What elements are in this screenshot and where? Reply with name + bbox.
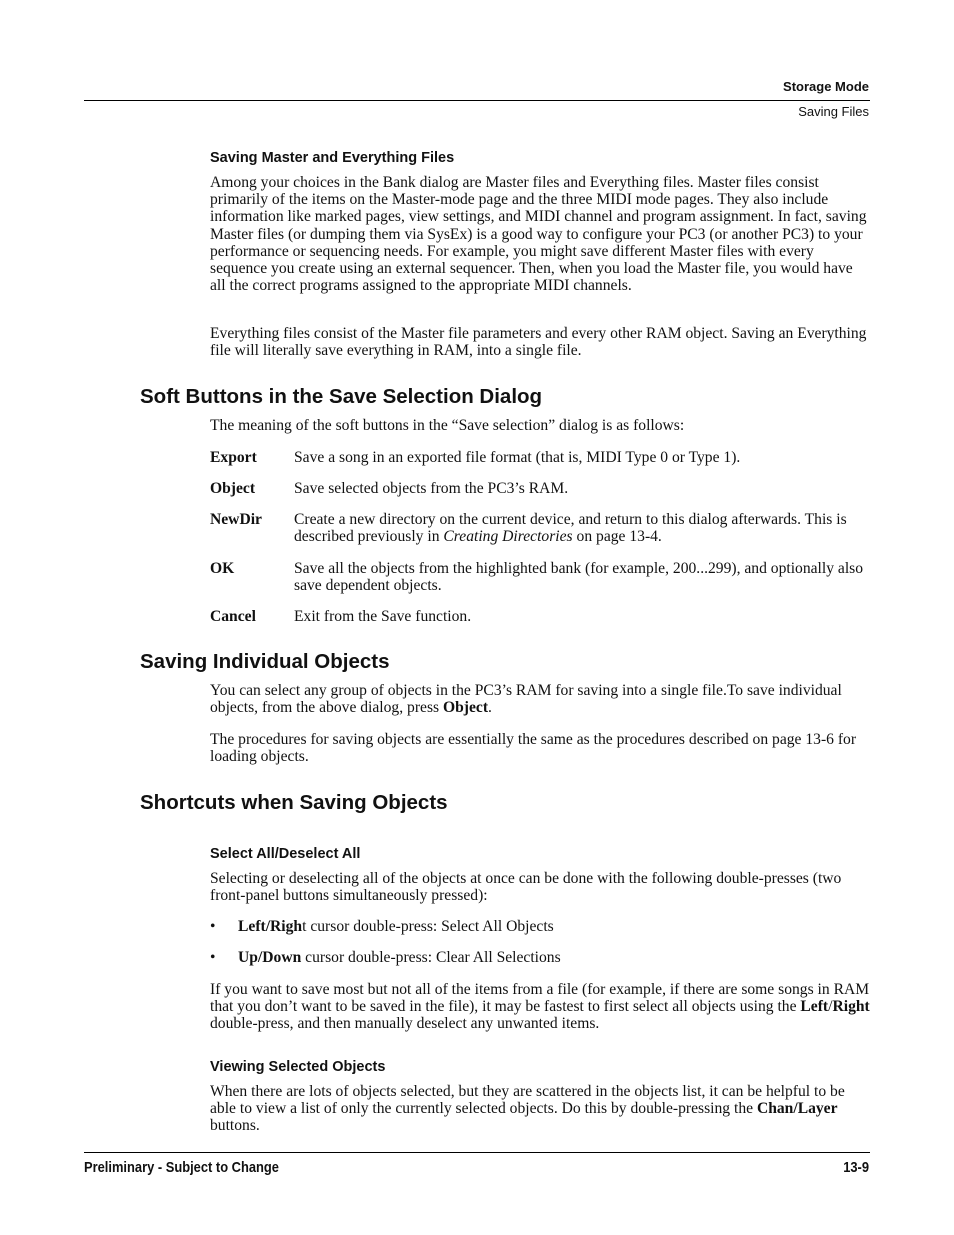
bullet-text: Left/Right cursor double-press: Select All Objects: [238, 918, 554, 935]
cross-reference-link[interactable]: Creating Directories: [443, 528, 573, 546]
paragraph-select-objects: You can select any group of objects in the PC3’s RAM for saving into a single file.To save individual objects, from the above dialog, press Object.: [210, 682, 842, 717]
definition-description: Create a new directory on the current device, and return to this dialog afterwards. This is described previously in Creating Directories on page 13-4.: [294, 511, 847, 546]
header-rule: [84, 100, 870, 101]
section-heading-shortcuts: Shortcuts when Saving Objects: [140, 791, 448, 814]
subheading-master-everything: Saving Master and Everything Files: [210, 150, 455, 166]
definition-description: Exit from the Save function.: [294, 608, 472, 625]
paragraph-everything-files: Everything files consist of the Master file parameters and every other RAM object. Saving an Everything file will literally save everything in RAM, into a single file.: [210, 325, 867, 360]
bullet-icon: •: [210, 918, 216, 935]
definition-newdir: [210, 511, 870, 545]
subheading-select-all: Select All/Deselect All: [210, 846, 361, 862]
footer-rule: [84, 1152, 870, 1153]
paragraph-procedures: The procedures for saving objects are essentially the same as the procedures described on page 13-6 for loading objects.: [210, 731, 857, 766]
running-header-subtitle: Saving Files: [798, 104, 869, 119]
paragraph-save-most: If you want to save most but not all of the items from a file (for example, if there are some songs in RAM that you don’t want to be saved in the file), it may be fastest to first select all objects using the Left/Right double-press, and then manually deselect any unwanted items.: [210, 981, 870, 1033]
definition-object: [210, 480, 870, 497]
paragraph-double-presses: Selecting or deselecting all of the objects at once can be done with the following double-presses (two front-panel buttons simultaneously pressed):: [210, 870, 842, 905]
definition-term: NewDir: [210, 511, 262, 528]
bullet-item-select-all: [210, 918, 870, 935]
definition-description: Save a song in an exported file format (that is, MIDI Type 0 or Type 1).: [294, 449, 741, 466]
section-heading-soft-buttons: Soft Buttons in the Save Selection Dialog: [140, 385, 543, 408]
definition-cancel: [210, 608, 870, 625]
definition-ok: [210, 560, 870, 594]
paragraph-master-files: Among your choices in the Bank dialog are Master files and Everything files. Master files consist primarily of the items on the Master-mode page and the three MIDI mode pages. They also include information like marked pages, view settings, and MIDI channel and program assignment. In fact, saving Master files (or dumping them via SysEx) is a good way to configure your PC3 (or another PC3) to your performance or sequencing needs. For example, you might save different Master files with every sequence you create using an external sequencer. Then, when you load the Master file, you would have all the correct programs assigned to the appropriate MIDI channels.: [210, 174, 867, 295]
bullet-icon: •: [210, 949, 216, 966]
subheading-viewing-selected: Viewing Selected Objects: [210, 1059, 386, 1075]
paragraph-soft-buttons-intro: The meaning of the soft buttons in the “Save selection” dialog is as follows:: [210, 417, 685, 434]
definition-description: Save all the objects from the highlighted bank (for example, 200...299), and optionally also save dependent objects.: [294, 560, 864, 595]
definition-description: Save selected objects from the PC3’s RAM.: [294, 480, 569, 497]
bullet-text: Up/Down cursor double-press: Clear All Selections: [238, 949, 561, 966]
paragraph-view-selected: When there are lots of objects selected, but they are scattered in the objects list, it can be helpful to be able to view a list of only the currently selected objects. Do this by double-pressing the Chan/Layer buttons.: [210, 1083, 845, 1135]
running-header-title: Storage Mode: [783, 79, 869, 94]
footer-notice: Preliminary - Subject to Change: [84, 1159, 279, 1176]
definition-term: Object: [210, 480, 256, 497]
bullet-item-clear-all: [210, 949, 870, 966]
definition-export: [210, 449, 870, 466]
definition-term: OK: [210, 560, 235, 577]
definition-term: Export: [210, 449, 257, 466]
definition-term: Cancel: [210, 608, 256, 625]
page-number: 13-9: [843, 1159, 869, 1176]
section-heading-saving-individual: Saving Individual Objects: [140, 650, 390, 673]
